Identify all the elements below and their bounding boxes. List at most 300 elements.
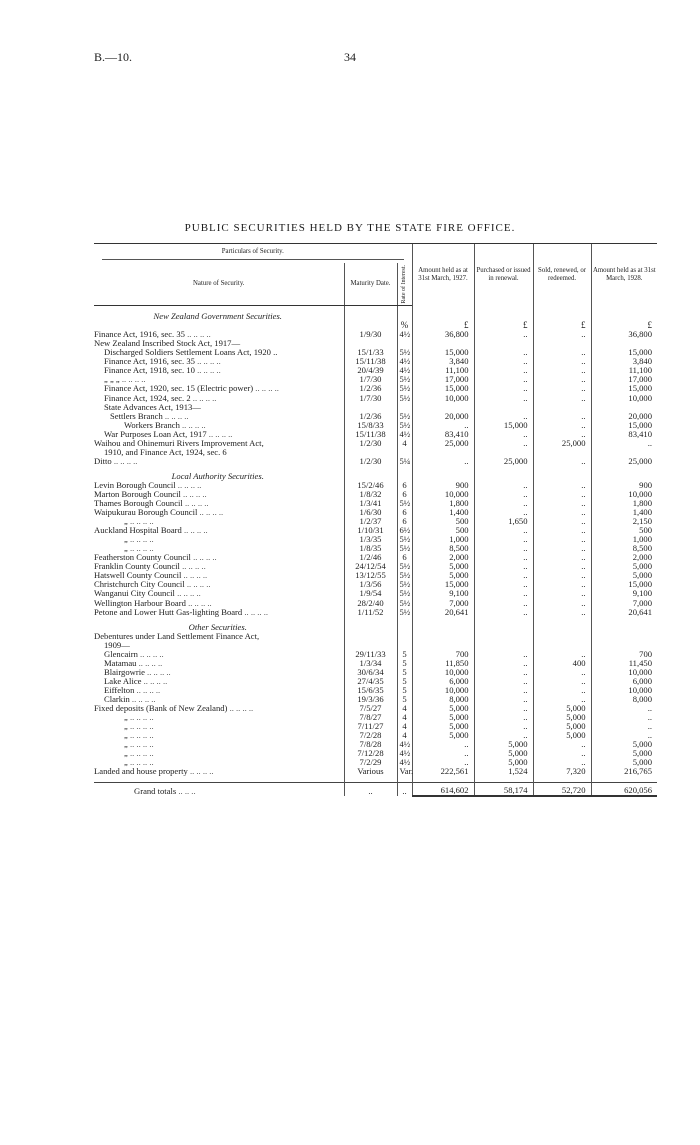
amount-1928: 5,000 bbox=[591, 562, 657, 571]
interest-rate: Var. bbox=[397, 767, 412, 776]
maturity-date: 19/3/36 bbox=[344, 695, 397, 704]
amount-1928: .. bbox=[591, 439, 657, 448]
maturity-date: 7/11/27 bbox=[344, 722, 397, 731]
amount-1928: 11,100 bbox=[591, 366, 657, 375]
interest-rate: 5½ bbox=[397, 394, 412, 403]
amount-1927: .. bbox=[412, 421, 474, 430]
amount-1927-cell bbox=[412, 623, 474, 632]
purchased-amount: .. bbox=[474, 439, 533, 448]
sold-amount: .. bbox=[533, 668, 591, 677]
amount-1927: 5,000 bbox=[412, 713, 474, 722]
leader-dots: .. .. .. .. bbox=[181, 570, 208, 581]
amount-1928: 7,000 bbox=[591, 599, 657, 608]
security-name-text: War Purposes Loan Act, 1917 bbox=[104, 428, 207, 439]
interest-rate: 4 bbox=[397, 713, 412, 722]
grand-totals-row bbox=[94, 783, 657, 797]
grand-totals-label bbox=[94, 783, 344, 797]
amount-1927: 20,641 bbox=[412, 608, 474, 617]
security-name-text: Thames Borough Council bbox=[94, 498, 183, 509]
sold-amount: .. bbox=[533, 526, 591, 535]
sold-amount: 400 bbox=[533, 659, 591, 668]
maturity-date: 15/11/38 bbox=[344, 430, 397, 439]
leader-dots: .. .. .. .. bbox=[127, 543, 154, 554]
amount-1927: 20,000 bbox=[412, 412, 474, 421]
col-header-amount-1928: Amount held as at 31st March, 1928. bbox=[591, 244, 657, 306]
security-name-text: „ bbox=[124, 543, 128, 554]
purchased-amount: .. bbox=[474, 731, 533, 740]
amount-1927: 3,840 bbox=[412, 357, 474, 366]
maturity-date: 7/8/28 bbox=[344, 740, 397, 749]
interest-rate: 5½ bbox=[397, 412, 412, 421]
amount-1928: 36,800 bbox=[591, 330, 657, 339]
interest-rate: 5 bbox=[397, 695, 412, 704]
amount-1928: 10,000 bbox=[591, 686, 657, 695]
leader-dots: .. .. .. .. bbox=[184, 579, 211, 590]
section-heading: Local Authority Securities. bbox=[171, 470, 264, 481]
security-name-text: Waipukurau Borough Council bbox=[94, 507, 198, 518]
sold-amount: 5,000 bbox=[533, 713, 591, 722]
security-name-text: Glencairn bbox=[104, 648, 138, 659]
amount-1927: .. bbox=[412, 758, 474, 767]
amount-1928: 2,000 bbox=[591, 553, 657, 562]
sold-amount: .. bbox=[533, 481, 591, 490]
maturity-date: 15/2/46 bbox=[344, 481, 397, 490]
security-name bbox=[94, 632, 344, 641]
sold-amount: .. bbox=[533, 544, 591, 553]
amount-1927: 15,000 bbox=[412, 348, 474, 357]
maturity-date: 15/1/33 bbox=[344, 348, 397, 357]
total-amount-1927: 614,602 bbox=[412, 783, 474, 797]
amount-1927: 500 bbox=[412, 526, 474, 535]
amount-1928: 9,100 bbox=[591, 589, 657, 598]
sold-amount: .. bbox=[533, 430, 591, 439]
rate-cell bbox=[397, 623, 412, 632]
security-name-text: Wanganui City Council bbox=[94, 588, 175, 599]
interest-rate: 4½ bbox=[397, 740, 412, 749]
purchased-amount: .. bbox=[474, 412, 533, 421]
security-name-text: „ „ „ bbox=[104, 374, 120, 385]
maturity-date: 1/8/35 bbox=[344, 544, 397, 553]
sold-amount: .. bbox=[533, 366, 591, 375]
security-name-text: Christchurch City Council bbox=[94, 579, 185, 590]
leader-dots: .. .. .. .. bbox=[194, 356, 221, 367]
amount-1928: 2,150 bbox=[591, 517, 657, 526]
security-name-text: „ bbox=[124, 730, 128, 741]
amount-1927: .. bbox=[412, 740, 474, 749]
amount-1928: 10,000 bbox=[591, 394, 657, 403]
col-header-amount-1927: Amount held as at 31st March, 1927. bbox=[412, 244, 474, 306]
table-body bbox=[94, 306, 657, 797]
maturity-date: 7/8/27 bbox=[344, 713, 397, 722]
security-name-text: Settlers Branch bbox=[110, 410, 163, 421]
maturity-date: 15/8/33 bbox=[344, 421, 397, 430]
leader-dots: .. .. .. .. bbox=[136, 657, 163, 668]
amount-1928: .. bbox=[591, 731, 657, 740]
sold-amount: .. bbox=[533, 695, 591, 704]
maturity-date: 27/4/35 bbox=[344, 677, 397, 686]
amount-1928: 5,000 bbox=[591, 740, 657, 749]
interest-rate: 5½ bbox=[397, 608, 412, 617]
sold-amount: .. bbox=[533, 535, 591, 544]
amount-1927: 5,000 bbox=[412, 731, 474, 740]
leader-dots: .. .. .. .. bbox=[194, 365, 221, 376]
leader-dots: .. .. .. .. bbox=[179, 561, 206, 572]
total-rate: .. bbox=[397, 783, 412, 797]
interest-rate: 5 bbox=[397, 659, 412, 668]
maturity-date: 20/4/39 bbox=[344, 366, 397, 375]
interest-rate: 4 bbox=[397, 439, 412, 448]
interest-rate: 6 bbox=[397, 553, 412, 562]
section-heading-row bbox=[94, 312, 657, 321]
amount-1927: 15,000 bbox=[412, 580, 474, 589]
maturity-date: 1/2/36 bbox=[344, 384, 397, 393]
sold-amount: .. bbox=[533, 650, 591, 659]
interest-rate: 4½ bbox=[397, 366, 412, 375]
purchased-amount: .. bbox=[474, 686, 533, 695]
sold-amount: 5,000 bbox=[533, 731, 591, 740]
maturity-date: 1/3/34 bbox=[344, 659, 397, 668]
table-row bbox=[94, 632, 657, 641]
particulars-group-header: Particulars of Security. bbox=[94, 244, 412, 263]
purchased-amount: 15,000 bbox=[474, 421, 533, 430]
leader-dots: .. .. .. .. bbox=[187, 766, 214, 777]
amount-1928: 15,000 bbox=[591, 580, 657, 589]
interest-rate: 5½ bbox=[397, 562, 412, 571]
leader-dots: .. .. .. .. bbox=[127, 730, 154, 741]
interest-rate: 6 bbox=[397, 481, 412, 490]
leader-dots: .. .. .. .. bbox=[184, 329, 211, 340]
purchased-amount: 1,524 bbox=[474, 767, 533, 776]
document-reference: B.—10. bbox=[94, 50, 133, 64]
maturity-cell bbox=[344, 623, 397, 632]
maturity-date: 1/2/46 bbox=[344, 553, 397, 562]
security-name-text: „ bbox=[124, 534, 128, 545]
leader-dots: .. .. .. .. bbox=[144, 666, 171, 677]
security-name-text: Ditto bbox=[94, 455, 112, 466]
amount-1928: 20,000 bbox=[591, 412, 657, 421]
leader-dots: .. .. .. .. bbox=[127, 712, 154, 723]
interest-rate: 5 bbox=[397, 677, 412, 686]
security-name-text: State Advances Act, 1913— bbox=[104, 401, 201, 412]
purchased-amount: .. bbox=[474, 659, 533, 668]
purchased-amount bbox=[474, 632, 533, 641]
security-name-text: Marton Borough Council bbox=[94, 488, 181, 499]
purchased-amount: .. bbox=[474, 599, 533, 608]
interest-rate: 5½ bbox=[397, 571, 412, 580]
purchased-amount: .. bbox=[474, 713, 533, 722]
maturity-date: 1/8/32 bbox=[344, 490, 397, 499]
purchased-amount: .. bbox=[474, 571, 533, 580]
leader-dots: .. .. .. .. bbox=[253, 383, 279, 394]
security-name-text: 1909— bbox=[104, 639, 130, 650]
interest-rate: 5½ bbox=[397, 580, 412, 589]
sold-amount: .. bbox=[533, 508, 591, 517]
purchased-amount: 25,000 bbox=[474, 457, 533, 466]
interest-rate: 5¼ bbox=[397, 457, 412, 466]
purchased-amount: .. bbox=[474, 330, 533, 339]
amount-1927: 17,000 bbox=[412, 375, 474, 384]
sold-amount: .. bbox=[533, 394, 591, 403]
amount-1928: 1,000 bbox=[591, 535, 657, 544]
security-name-text: Waihou and Ohinemuri Rivers Improvement Act, bbox=[94, 437, 264, 448]
purchased-amount: 5,000 bbox=[474, 758, 533, 767]
interest-rate: 5½ bbox=[397, 348, 412, 357]
amount-1927: 8,500 bbox=[412, 544, 474, 553]
sold-unit: £ bbox=[533, 321, 591, 330]
purchased-amount: 1,650 bbox=[474, 517, 533, 526]
security-name-text: New Zealand Inscribed Stock Act, 1917— bbox=[94, 338, 241, 349]
purchased-amount: .. bbox=[474, 526, 533, 535]
amount-1927: 25,000 bbox=[412, 439, 474, 448]
amount-1927: 900 bbox=[412, 481, 474, 490]
interest-rate: 5½ bbox=[397, 499, 412, 508]
interest-rate: 6 bbox=[397, 508, 412, 517]
sold-amount: .. bbox=[533, 571, 591, 580]
leader-dots: .. .. .. bbox=[176, 786, 196, 797]
interest-rate: 5½ bbox=[397, 599, 412, 608]
maturity-date: 7/2/29 bbox=[344, 758, 397, 767]
leader-dots: .. .. .. .. bbox=[190, 552, 217, 563]
security-name-text: Levin Borough Council bbox=[94, 479, 176, 490]
maturity-date: 1/3/41 bbox=[344, 499, 397, 508]
purchased-amount: .. bbox=[474, 430, 533, 439]
amount-1927: 500 bbox=[412, 517, 474, 526]
table-row bbox=[94, 457, 657, 466]
leader-dots: .. .. .. .. bbox=[174, 588, 201, 599]
purchased-amount: .. bbox=[474, 490, 533, 499]
sold-cell bbox=[533, 623, 591, 632]
sold-amount: .. bbox=[533, 562, 591, 571]
security-name-text: Petone and Lower Hutt Gas-lighting Board bbox=[94, 606, 243, 617]
leader-dots: .. .. .. .. bbox=[206, 428, 233, 439]
maturity-date: 15/11/38 bbox=[344, 357, 397, 366]
purchased-amount: .. bbox=[474, 589, 533, 598]
amount-1928: 15,000 bbox=[591, 421, 657, 430]
sold-amount: .. bbox=[533, 740, 591, 749]
purchased-amount: .. bbox=[474, 357, 533, 366]
security-name-text: Matamau bbox=[104, 657, 137, 668]
leader-dots: .. .. .. .. bbox=[127, 748, 154, 759]
purchased-amount: .. bbox=[474, 695, 533, 704]
purchased-amount: .. bbox=[474, 668, 533, 677]
maturity-cell bbox=[344, 312, 397, 321]
security-name-text: „ bbox=[124, 739, 128, 750]
amount-1928: 5,000 bbox=[591, 749, 657, 758]
purchased-amount: .. bbox=[474, 384, 533, 393]
interest-rate: 5 bbox=[397, 668, 412, 677]
purchased-amount: .. bbox=[474, 508, 533, 517]
leader-dots: .. .. .. .. bbox=[180, 488, 207, 499]
maturity-date: 1/3/35 bbox=[344, 535, 397, 544]
amount-1928: 216,765 bbox=[591, 767, 657, 776]
leader-dots: .. .. .. .. bbox=[127, 757, 154, 768]
sold-amount: .. bbox=[533, 357, 591, 366]
security-name-text: Finance Act, 1920, sec. 15 (Electric power) bbox=[104, 383, 254, 394]
sold-amount: .. bbox=[533, 421, 591, 430]
col-header-sold: Sold, renewed, or redeemed. bbox=[533, 244, 591, 306]
amount-1928: 700 bbox=[591, 650, 657, 659]
amount-1928 bbox=[591, 632, 657, 641]
amount-1927: 10,000 bbox=[412, 668, 474, 677]
maturity-date: 1/2/30 bbox=[344, 457, 397, 466]
amount-1927-unit: £ bbox=[412, 321, 474, 330]
amount-1927: 7,000 bbox=[412, 599, 474, 608]
security-name bbox=[94, 767, 344, 776]
sold-amount: .. bbox=[533, 608, 591, 617]
leader-dots: .. .. .. .. bbox=[179, 419, 206, 430]
amount-1927: 5,000 bbox=[412, 722, 474, 731]
amount-1927: 5,000 bbox=[412, 571, 474, 580]
maturity-date: 28/2/40 bbox=[344, 599, 397, 608]
amount-1927: 5,000 bbox=[412, 704, 474, 713]
sold-amount: .. bbox=[533, 375, 591, 384]
amount-1928: .. bbox=[591, 722, 657, 731]
sold-amount: .. bbox=[533, 677, 591, 686]
security-name-text: „ bbox=[124, 516, 128, 527]
purchased-amount: .. bbox=[474, 544, 533, 553]
purchased-amount: .. bbox=[474, 535, 533, 544]
amount-1927: 11,850 bbox=[412, 659, 474, 668]
section-heading: Other Securities. bbox=[188, 621, 247, 632]
security-name-text: Finance Act, 1916, sec. 35 bbox=[94, 329, 185, 340]
interest-rate: 5½ bbox=[397, 544, 412, 553]
interest-rate: 6 bbox=[397, 490, 412, 499]
maturity-date: 1/2/36 bbox=[344, 412, 397, 421]
interest-rate: 4 bbox=[397, 722, 412, 731]
leader-dots: .. .. .. .. bbox=[175, 479, 202, 490]
amount-1927 bbox=[412, 632, 474, 641]
amount-1928-cell bbox=[591, 623, 657, 632]
security-name-text: Discharged Soldiers Settlement Loans Act, 1920 .. bbox=[104, 347, 278, 358]
maturity-date: 1/9/30 bbox=[344, 330, 397, 339]
sold-amount: .. bbox=[533, 384, 591, 393]
security-name-text: „ bbox=[124, 721, 128, 732]
security-name-text: Franklin County Council bbox=[94, 561, 180, 572]
leader-dots: .. .. .. .. bbox=[127, 516, 154, 527]
security-name-text: Auckland Hospital Board bbox=[94, 525, 182, 536]
sold-amount: .. bbox=[533, 599, 591, 608]
interest-rate: 5½ bbox=[397, 375, 412, 384]
security-name-text: Finance Act, 1918, sec. 10 bbox=[104, 365, 195, 376]
leader-dots: .. .. .. .. bbox=[119, 374, 146, 385]
amount-1927: .. bbox=[412, 457, 474, 466]
securities-table bbox=[94, 243, 657, 797]
leader-dots: .. .. .. .. bbox=[141, 675, 168, 686]
leader-dots: .. .. .. .. bbox=[127, 739, 154, 750]
leader-dots: .. .. .. .. bbox=[197, 507, 224, 518]
sold-amount: .. bbox=[533, 686, 591, 695]
security-name-text: „ bbox=[124, 748, 128, 759]
security-name-text: Clarkin bbox=[104, 694, 130, 704]
security-name-text: Wellington Harbour Board bbox=[94, 597, 186, 608]
amount-1927: 10,000 bbox=[412, 686, 474, 695]
leader-dots: .. .. .. .. bbox=[185, 597, 212, 608]
col-header-maturity: Maturity Date. bbox=[344, 263, 397, 306]
amount-1927: 36,800 bbox=[412, 330, 474, 339]
total-sold: 52,720 bbox=[533, 783, 591, 797]
sold-amount: 7,320 bbox=[533, 767, 591, 776]
maturity-date: 15/6/35 bbox=[344, 686, 397, 695]
purchased-amount: .. bbox=[474, 375, 533, 384]
interest-rate: 5½ bbox=[397, 589, 412, 598]
maturity-date: 13/12/55 bbox=[344, 571, 397, 580]
interest-rate: 4½ bbox=[397, 749, 412, 758]
table-row bbox=[94, 767, 657, 776]
amount-1928: 900 bbox=[591, 481, 657, 490]
purchased-amount: .. bbox=[474, 553, 533, 562]
maturity-date: 1/11/52 bbox=[344, 608, 397, 617]
purchased-unit: £ bbox=[474, 321, 533, 330]
amount-1928: 83,410 bbox=[591, 430, 657, 439]
maturity-date: 30/6/34 bbox=[344, 668, 397, 677]
sold-amount: .. bbox=[533, 749, 591, 758]
security-name-text: Blairgowrie bbox=[104, 666, 145, 677]
sold-amount: 25,000 bbox=[533, 439, 591, 448]
sold-amount: .. bbox=[533, 580, 591, 589]
amount-1927: 1,400 bbox=[412, 508, 474, 517]
amount-1928: 5,000 bbox=[591, 571, 657, 580]
interest-rate: 4 bbox=[397, 704, 412, 713]
interest-rate: 5½ bbox=[397, 535, 412, 544]
leader-dots: .. .. .. .. bbox=[162, 410, 189, 421]
amount-1927: 5,000 bbox=[412, 562, 474, 571]
interest-rate: 6½ bbox=[397, 526, 412, 535]
amount-1927: .. bbox=[412, 749, 474, 758]
sold-amount: .. bbox=[533, 412, 591, 421]
purchased-amount: .. bbox=[474, 650, 533, 659]
maturity-date bbox=[344, 632, 397, 641]
security-name bbox=[94, 457, 344, 466]
purchased-amount: .. bbox=[474, 348, 533, 357]
interest-rate: 4½ bbox=[397, 330, 412, 339]
sold-amount: .. bbox=[533, 348, 591, 357]
security-name-text: Finance Act, 1916, sec. 35 bbox=[104, 356, 195, 367]
amount-1928: .. bbox=[591, 713, 657, 722]
sold-amount: .. bbox=[533, 490, 591, 499]
purchased-amount: .. bbox=[474, 608, 533, 617]
purchased-amount: .. bbox=[474, 366, 533, 375]
amount-1928: 10,000 bbox=[591, 668, 657, 677]
amount-1927: 2,000 bbox=[412, 553, 474, 562]
amount-1927: 222,561 bbox=[412, 767, 474, 776]
amount-1928: 6,000 bbox=[591, 677, 657, 686]
section-heading: New Zealand Government Securities. bbox=[153, 311, 282, 322]
amount-1927: 10,000 bbox=[412, 490, 474, 499]
amount-1928: 15,000 bbox=[591, 348, 657, 357]
purchased-amount: .. bbox=[474, 704, 533, 713]
maturity-date: Various bbox=[344, 767, 397, 776]
amount-1928: 8,500 bbox=[591, 544, 657, 553]
interest-rate: 4½ bbox=[397, 758, 412, 767]
maturity-date: 1/3/56 bbox=[344, 580, 397, 589]
amount-1927: 1,000 bbox=[412, 535, 474, 544]
amount-1927: 8,000 bbox=[412, 695, 474, 704]
maturity-date: 7/2/28 bbox=[344, 731, 397, 740]
purchased-amount: 5,000 bbox=[474, 749, 533, 758]
purchased-amount: .. bbox=[474, 562, 533, 571]
purchased-amount: .. bbox=[474, 499, 533, 508]
leader-dots: .. .. .. .. bbox=[190, 392, 217, 403]
security-name-text: Hatswell County Council bbox=[94, 570, 182, 581]
sold-amount: 5,000 bbox=[533, 704, 591, 713]
security-name-text: „ bbox=[124, 712, 128, 723]
interest-rate: 5 bbox=[397, 686, 412, 695]
sold-amount: .. bbox=[533, 758, 591, 767]
sold-amount bbox=[533, 632, 591, 641]
amount-1928: 25,000 bbox=[591, 457, 657, 466]
amount-1927: 9,100 bbox=[412, 589, 474, 598]
security-name-text: 1910, and Finance Act, 1924, sec. 6 bbox=[104, 446, 227, 457]
